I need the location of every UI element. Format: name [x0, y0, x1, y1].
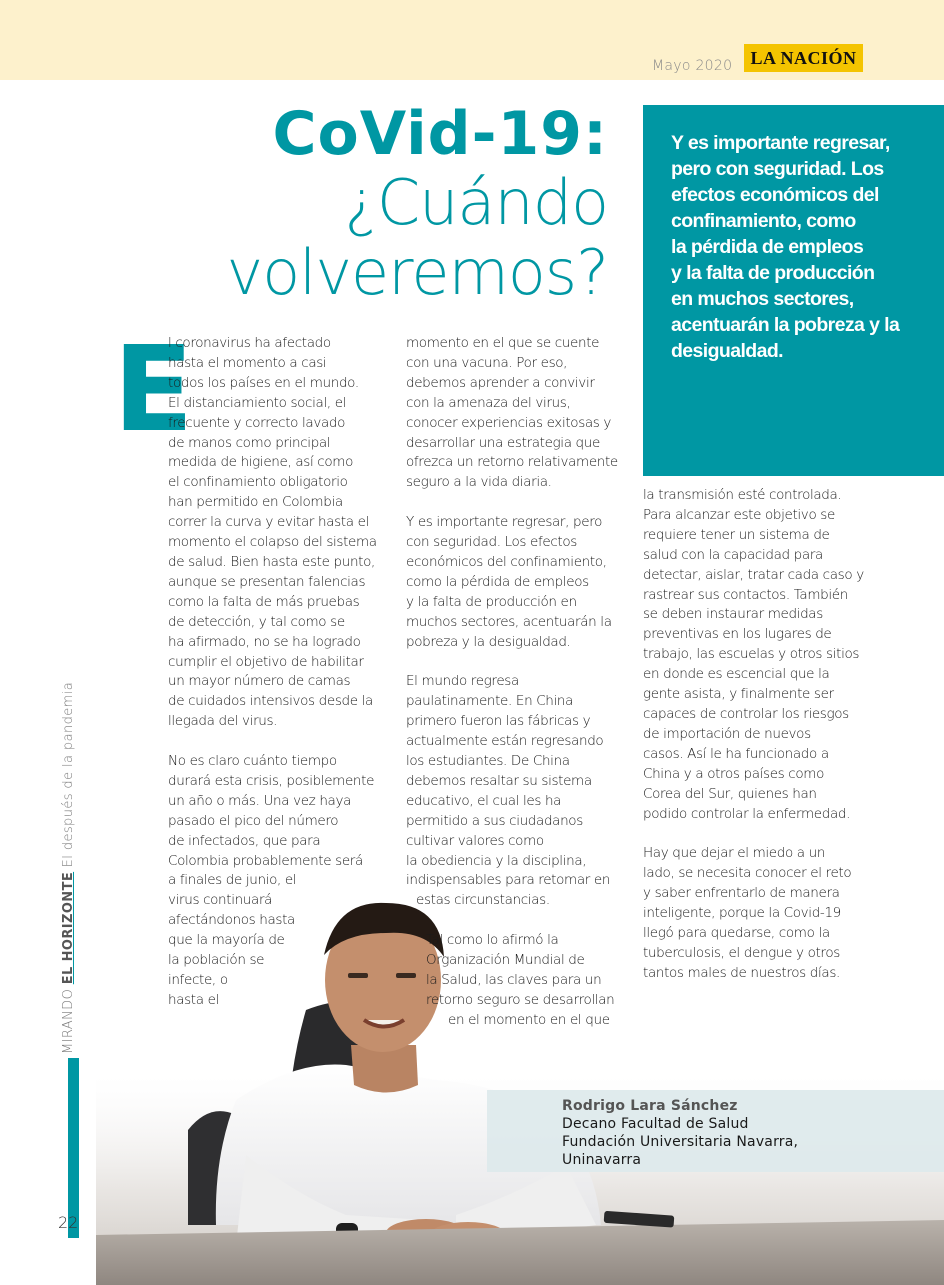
text-line: indispensables para retomar en [406, 872, 611, 889]
text-line: el confinamiento obligatorio [168, 474, 348, 491]
pull-quote-line: Y es importante regresar, [671, 132, 890, 154]
text-line: y saber enfrentarlo de manera [643, 885, 840, 902]
text-line: de salud. Bien hasta este punto, [168, 553, 375, 570]
paragraph [406, 672, 632, 911]
text-line: hasta el [168, 991, 219, 1008]
text-line: detectar, aislar, tratar cada caso y [643, 566, 864, 583]
text-line: cumplir el objetivo de habilitar [168, 653, 364, 670]
text-line: rastrear sus contactos. También [643, 586, 848, 603]
author-institution: Fundación Universitaria Navarra, [562, 1134, 799, 1150]
text-line: los estudiantes. De China [406, 753, 570, 769]
title-line-3: volveremos? [226, 236, 608, 309]
column-1 [168, 334, 392, 1031]
paragraph [168, 334, 392, 732]
text-line: podido controlar la enfermedad. [643, 805, 851, 822]
text-line: momento en el que se cuente [406, 335, 600, 351]
drop-cap: E [113, 320, 194, 458]
text-line: inteligente, porque la Covid-19 [643, 905, 841, 922]
photo-caption [562, 1097, 798, 1169]
text-line: educativo, el cual les ha [406, 792, 562, 809]
pull-quote [671, 130, 931, 364]
text-line: Para alcanzar este objetivo se [643, 506, 835, 523]
column-2 [406, 334, 632, 1051]
paragraph [406, 931, 632, 1031]
text-line: capaces de controlar los riesgos [643, 705, 849, 722]
section-label-suffix: El después de la pandemia [61, 681, 76, 872]
text-line: económicos del confinamiento, [406, 553, 607, 570]
author-name: Rodrigo Lara Sánchez [562, 1098, 738, 1114]
text-line: tuberculosis, el dengue y otros [643, 944, 840, 961]
text-line: como la falta de más pruebas [168, 593, 360, 610]
text-line: como la pérdida de empleos [406, 573, 589, 590]
logo-text: LA NACIÓN [750, 47, 857, 68]
text-line: No es claro cuánto tiempo [168, 753, 337, 770]
text-line: muchos sectores, acentuarán la [406, 613, 612, 630]
title-line-1: CoVid-19: [272, 99, 608, 169]
text-line: la Salud, las claves para un [426, 971, 602, 988]
text-line: desarrollar una estrategia que [406, 434, 600, 451]
side-accent-bar [68, 1058, 79, 1238]
text-line: seguro a la vida diaria. [406, 474, 552, 491]
text-line: China y a otros países como [643, 765, 824, 782]
text-line: debemos aprender a convivir [406, 374, 595, 391]
text-line: hasta el momento a casi [168, 354, 327, 371]
pull-quote-line: la pérdida de empleos [671, 236, 864, 258]
text-line: preventivas en los lugares de [643, 626, 832, 643]
text-line: requiere tener un sistema de [643, 526, 830, 543]
text-line: actualmente están regresando [406, 733, 604, 750]
text-line: en donde es escencial que la [643, 666, 830, 683]
text-line: con seguridad. Los efectos [406, 534, 577, 551]
text-line: un año o más. Una vez haya [168, 792, 352, 809]
text-line: durará esta crisis, posiblemente [168, 772, 375, 789]
issue-date: Mayo 2020 [652, 58, 733, 74]
paragraph [406, 513, 632, 652]
text-line: han permitido en Colombia [168, 494, 343, 511]
column-3 [643, 486, 873, 1004]
text-line: gente asista, y finalmente ser [643, 686, 834, 703]
text-line: de importación de nuevos [643, 725, 811, 742]
pull-quote-line: en muchos sectores, [671, 288, 854, 310]
text-line: llegó para quedarse, como la [643, 924, 830, 941]
text-line: casos. Así le ha funcionado a [643, 745, 829, 762]
text-line: virus continuará [168, 892, 273, 909]
text-line: afectándonos hasta [168, 912, 295, 929]
text-line: de infectados, que para [168, 832, 321, 849]
section-label-bold: EL HORIZONTE [61, 871, 76, 985]
text-line: Y es importante regresar, pero [406, 514, 603, 531]
text-line: de manos como principal [168, 434, 331, 451]
pull-quote-line: efectos económicos del [671, 184, 879, 206]
text-line: en el momento en el que [448, 1011, 610, 1028]
pull-quote-line: pero con seguridad. Los [671, 158, 884, 180]
text-line: infecte, o [168, 971, 228, 988]
text-line: conocer experiencias exitosas y [406, 414, 612, 431]
paragraph [643, 486, 873, 824]
text-line: aunque se presentan falencias [168, 573, 366, 590]
paragraph [406, 334, 632, 493]
text-line: Colombia probablemente será [168, 852, 363, 869]
text-line: pasado el pico del número [168, 812, 339, 829]
text-line: primero fueron las fábricas y [406, 713, 591, 730]
text-line: Tal como lo afirmó la [426, 932, 559, 949]
pull-quote-line: acentuarán la pobreza y la [671, 314, 900, 336]
text-line: y la falta de producción en [406, 593, 577, 610]
paragraph [168, 752, 392, 1011]
text-line: con una vacuna. Por eso, [406, 354, 568, 371]
text-line: la transmisión esté controlada. [643, 487, 842, 503]
text-line: retorno seguro se desarrollan [426, 991, 615, 1008]
text-line: pobreza y la desigualdad. [406, 633, 571, 650]
text-line: llegada del virus. [168, 713, 278, 730]
paragraph [643, 844, 873, 983]
text-line: que la mayoría de [168, 932, 285, 949]
text-line: de detección, y tal como se [168, 613, 345, 630]
text-line: a finales de junio, el [168, 872, 297, 889]
text-line: debemos resaltar su sistema [406, 772, 592, 789]
text-line: correr la curva y evitar hasta el [168, 514, 369, 531]
text-line: estas circunstancias. [416, 892, 550, 909]
text-line: momento el colapso del sistema [168, 534, 377, 551]
title-line-2: ¿Cuándo [344, 166, 608, 239]
text-line: frecuente y correcto lavado [168, 414, 346, 431]
pull-quote-line: confinamiento, como [671, 210, 856, 232]
text-line: Hay que dejar el miedo a un [643, 845, 826, 862]
text-line: se deben instaurar medidas [643, 606, 823, 623]
text-line: un mayor número de camas [168, 673, 351, 690]
text-line: salud con la capacidad para [643, 546, 823, 563]
text-line: todos los países en el mundo. [168, 374, 359, 391]
author-role: Decano Facultad de Salud [562, 1116, 749, 1132]
text-line: l coronavirus ha afectado [168, 335, 331, 351]
text-line: ha afirmado, no se ha logrado [168, 633, 361, 650]
text-line: El distanciamiento social, el [168, 394, 347, 411]
text-line: medida de higiene, así como [168, 454, 353, 471]
text-line: cultivar valores como [406, 832, 544, 849]
article-title [226, 99, 609, 309]
text-line: Corea del Sur, quienes han [643, 785, 817, 802]
text-line: tantos males de nuestros días. [643, 964, 840, 981]
text-line: lado, se necesita conocer el reto [643, 865, 852, 882]
text-line: de cuidados intensivos desde la [168, 693, 373, 710]
text-line: ofrezca un retorno relativamente [406, 454, 618, 471]
author-institution-short: Uninavarra [562, 1152, 642, 1168]
text-line: El mundo regresa [406, 673, 519, 690]
text-line: paulatinamente. En China [406, 693, 574, 710]
section-label-prefix: MIRANDO [61, 984, 76, 1054]
text-line: Organización Mundial de [426, 952, 585, 969]
text-line: trabajo, las escuelas y otros sitios [643, 646, 860, 663]
text-line: permitido a sus ciudadanos [406, 812, 583, 829]
pull-quote-line: desigualdad. [671, 340, 783, 362]
text-line: con la amenaza del virus, [406, 394, 571, 411]
text-line: la obediencia y la disciplina, [406, 852, 587, 869]
pull-quote-line: y la falta de producción [671, 262, 875, 284]
text-line: la población se [168, 952, 265, 969]
page-number: 22 [58, 1213, 79, 1232]
newspaper-logo [744, 44, 863, 72]
section-label [61, 682, 76, 1054]
